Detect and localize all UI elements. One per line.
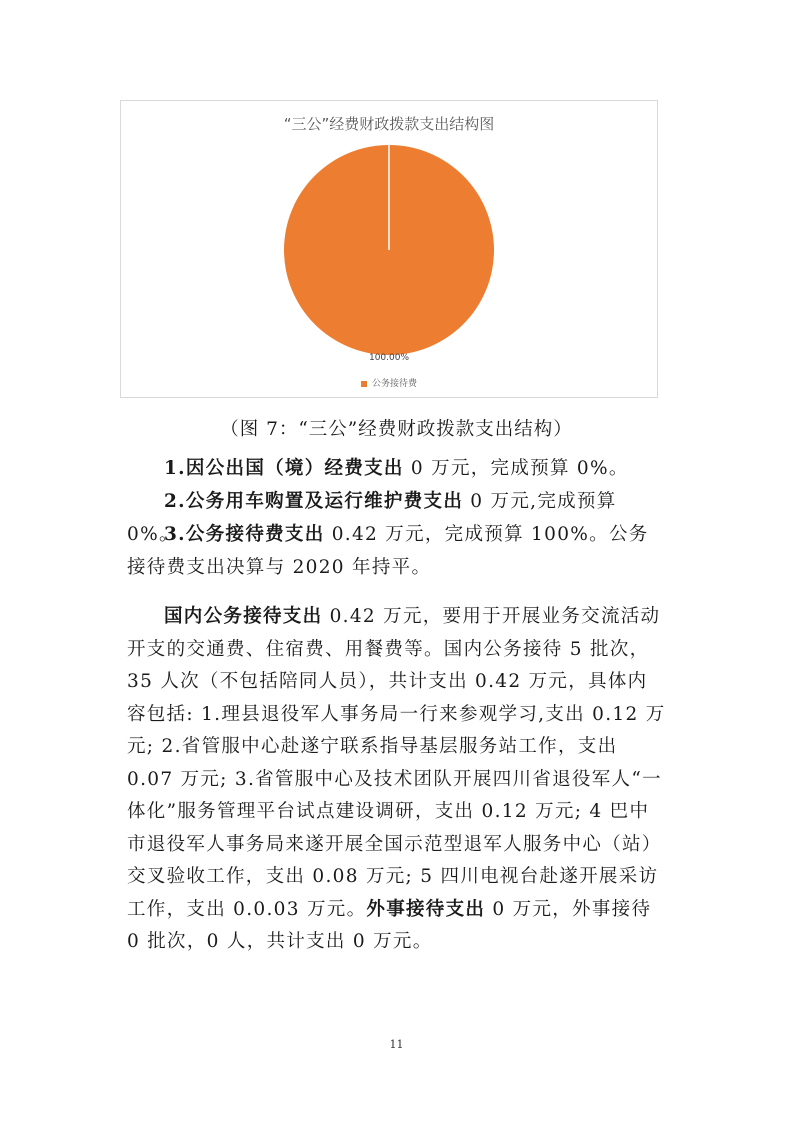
domestic-heading: 国内公务接待支出: [164, 606, 323, 627]
legend-label: 公务接待费: [371, 379, 417, 389]
pie-chart: [120, 100, 658, 398]
legend-swatch: [361, 381, 367, 387]
item-3: [127, 519, 667, 584]
item-1: [127, 453, 667, 486]
item-2-text: 0 万元,完成预算 0%。: [127, 491, 617, 545]
foreign-heading: 外事接待支出: [366, 898, 486, 920]
chart-legend: [121, 376, 657, 389]
page-number: 11: [389, 1038, 404, 1051]
figure-caption: （图 7：“三公”经费财政拨款支出结构）: [220, 419, 573, 440]
chart-title: “三公”经费财政拨款支出结构图: [283, 115, 495, 133]
item-3-heading: 3.公务接待费支出: [164, 524, 325, 545]
item-1-text: 0 万元，完成预算 0%。: [403, 458, 629, 479]
item-2-heading: 2.公务用车购置及运行维护费支出: [164, 491, 464, 512]
domestic-reception-paragraph: [127, 601, 667, 959]
item-3-text: 0.42 万元，完成预算 100%。公务接待费支出决算与 2020 年持平。: [127, 524, 649, 578]
foreign-text: 0 万元，外事接待 0 批次，0 人，共计支出 0 万元。: [127, 898, 652, 952]
item-1-heading: 1.因公出国（境）经费支出: [164, 458, 404, 479]
domestic-text: 0.42 万元，要用于开展业务交流活动开支的交通费、住宿费、用餐费等。国内公务接待 5 批次，35 人次（不包括陪同人员），共计支出 0.42 万元，具体内容包括: 1.理县退役军人事务局一行来参观学习,支出 0.12 万元; 2.省管服中心赴遂宁联系指导基层服务站工作，支出 0.07 万元; 3.省管服中心及技术团队开展四川省退役军人“一体化”服务管理平台试点建设调研，支出 0.12 万元; 4 巴中市退役军人事务局来遂开展全国示范型退军人服务中心（站）交叉验收工作，支出 0.08 万元; 5 四川电视台赴遂开展采访工作，支出 0.0.03 万元。: [127, 606, 666, 920]
pie-data-label: 100.00%: [368, 353, 410, 363]
